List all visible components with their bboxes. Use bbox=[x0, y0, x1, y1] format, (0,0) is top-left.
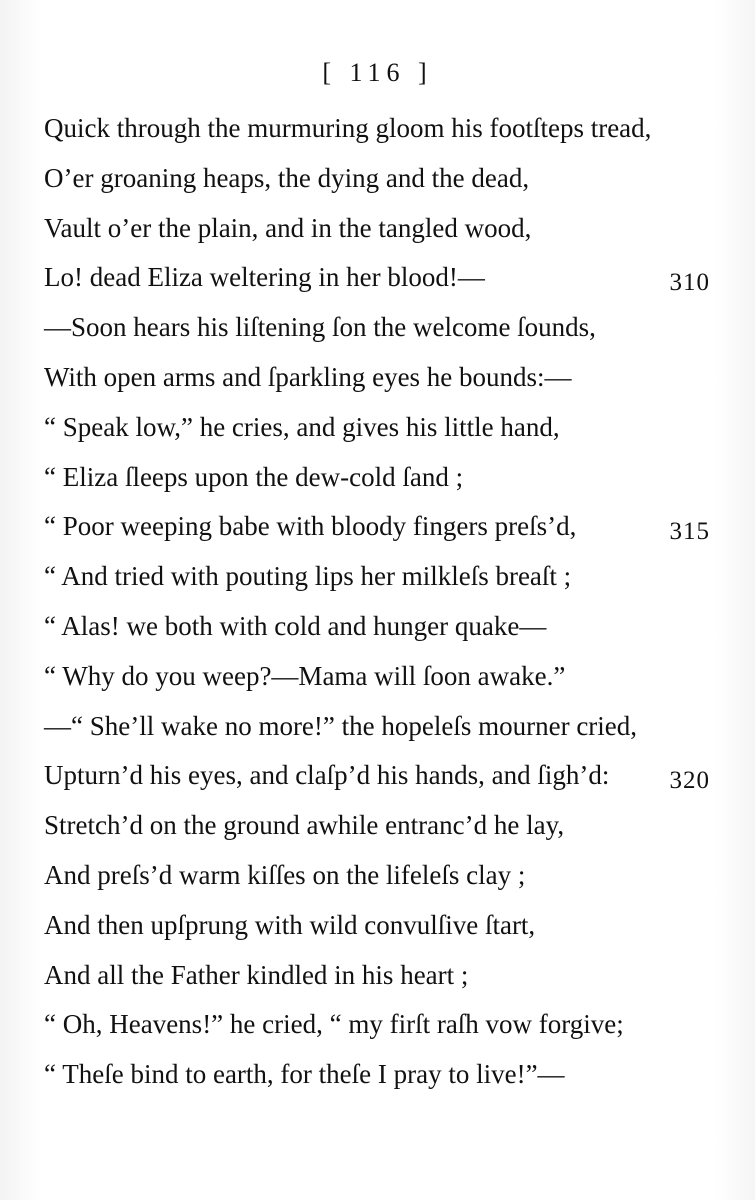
line-text: “ Oh, Heavens!” he cried, “ my firſt raſh vow forgive; bbox=[44, 1009, 624, 1040]
poem-line bbox=[44, 805, 710, 855]
line-text: —Soon hears his liſtening ſon the welcome ſounds, bbox=[44, 312, 596, 343]
line-text: O’er groaning heaps, the dying and the dead, bbox=[44, 162, 530, 193]
line-text: Quick through the murmuring gloom his footſteps tread, bbox=[44, 113, 652, 143]
poem-line bbox=[44, 706, 710, 756]
poem-line bbox=[44, 855, 710, 905]
poem-line bbox=[44, 755, 710, 805]
poem-line bbox=[44, 158, 710, 208]
line-text: “ Theſe bind to earth, for theſe I pray to live!”— bbox=[44, 1059, 565, 1090]
line-number: 320 bbox=[669, 767, 710, 795]
poem-line bbox=[44, 606, 710, 656]
line-text: “ Alas! we both with cold and hunger quake— bbox=[44, 610, 547, 641]
line-text: Vault o’er the plain, and in the tangled wood, bbox=[44, 212, 532, 243]
line-text: “ Why do you weep?—Mama will ſoon awake.” bbox=[44, 660, 566, 691]
line-text: And then upſprung with wild convulſive ſtart, bbox=[44, 909, 536, 940]
poem-line bbox=[44, 1054, 710, 1104]
poem-line bbox=[44, 357, 710, 407]
poem-line bbox=[44, 208, 710, 258]
poem-line bbox=[44, 257, 710, 307]
page-number: [ 116 ] bbox=[322, 58, 433, 87]
line-text: Upturn’d his eyes, and claſp’d his hands, and ſigh’d: bbox=[44, 760, 610, 791]
line-text: Lo! dead Eliza weltering in her blood!— bbox=[44, 262, 485, 293]
poem-line bbox=[44, 407, 710, 457]
line-text: —“ She’ll wake no more!” the hopeleſs mourner cried, bbox=[44, 710, 638, 741]
line-text: Stretch’d on the ground awhile entranc’d he lay, bbox=[44, 810, 565, 841]
line-number: 310 bbox=[669, 269, 710, 297]
poem-line bbox=[44, 656, 710, 706]
poem-line bbox=[44, 108, 710, 158]
poem-line bbox=[44, 457, 710, 507]
line-text: “ Speak low,” he cries, and gives his little hand, bbox=[44, 411, 560, 442]
poem-line bbox=[44, 905, 710, 955]
poem-line bbox=[44, 556, 710, 606]
line-text: “ And tried with pouting lips her milkleſs breaſt ; bbox=[44, 561, 572, 592]
poem-lines bbox=[44, 108, 710, 1104]
line-text: And preſs’d warm kiſſes on the lifeleſs clay ; bbox=[44, 859, 526, 890]
poem-line bbox=[44, 955, 710, 1005]
line-number: 315 bbox=[669, 518, 710, 546]
line-text: And all the Father kindled in his heart ; bbox=[44, 959, 469, 990]
line-text: “ Poor weeping babe with bloody fingers preſs’d, bbox=[44, 511, 577, 542]
poem-line bbox=[44, 307, 710, 357]
poem-line bbox=[44, 1004, 710, 1054]
line-text: “ Eliza ſleeps upon the dew-cold ſand ; bbox=[44, 461, 464, 492]
line-text: With open arms and ſparkling eyes he bounds:— bbox=[44, 361, 572, 392]
poem-line bbox=[44, 506, 710, 556]
